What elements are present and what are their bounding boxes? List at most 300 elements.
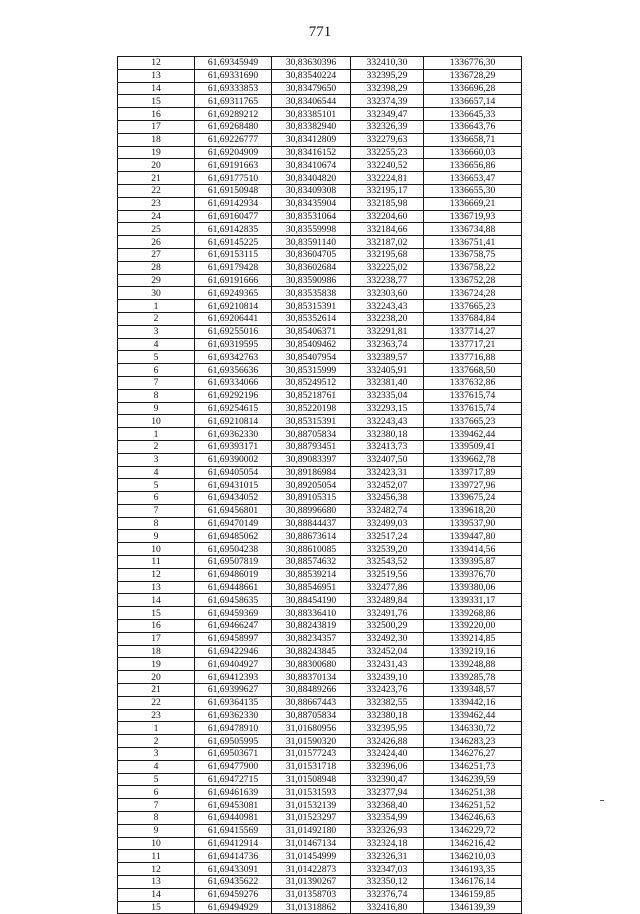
point-number-cell: 10 bbox=[118, 543, 195, 556]
longitude-cell: 30,89083397 bbox=[272, 453, 351, 466]
x-coordinate-cell: 332423,31 bbox=[351, 466, 424, 479]
point-number-cell: 14 bbox=[118, 888, 195, 901]
y-coordinate-cell: 1339395,87 bbox=[424, 556, 522, 569]
x-coordinate-cell: 332185,98 bbox=[351, 197, 424, 210]
x-coordinate-cell: 332452,07 bbox=[351, 479, 424, 492]
point-number-cell: 9 bbox=[118, 530, 195, 543]
x-coordinate-cell: 332382,55 bbox=[351, 696, 424, 709]
y-coordinate-cell: 1339414,56 bbox=[424, 543, 522, 556]
point-number-cell: 17 bbox=[118, 632, 195, 645]
y-coordinate-cell: 1336645,33 bbox=[424, 108, 522, 121]
y-coordinate-cell: 1336658,71 bbox=[424, 133, 522, 146]
x-coordinate-cell: 332279,63 bbox=[351, 133, 424, 146]
point-number-cell: 4 bbox=[118, 338, 195, 351]
x-coordinate-cell: 332240,52 bbox=[351, 159, 424, 172]
point-number-cell: 28 bbox=[118, 261, 195, 274]
point-number-cell: 7 bbox=[118, 799, 195, 812]
y-coordinate-cell: 1346216,42 bbox=[424, 837, 522, 850]
point-number-cell: 6 bbox=[118, 492, 195, 505]
latitude-cell: 61,69177510 bbox=[195, 172, 272, 185]
y-coordinate-cell: 1346283,23 bbox=[424, 735, 522, 748]
table-row bbox=[118, 300, 522, 313]
y-coordinate-cell: 1339331,17 bbox=[424, 594, 522, 607]
latitude-cell: 61,69472715 bbox=[195, 773, 272, 786]
point-number-cell: 20 bbox=[118, 159, 195, 172]
y-coordinate-cell: 1337665,23 bbox=[424, 300, 522, 313]
x-coordinate-cell: 332195,17 bbox=[351, 184, 424, 197]
table-row bbox=[118, 197, 522, 210]
longitude-cell: 30,88454190 bbox=[272, 594, 351, 607]
latitude-cell: 61,69345949 bbox=[195, 57, 272, 70]
y-coordinate-cell: 1336656,86 bbox=[424, 159, 522, 172]
table-row bbox=[118, 338, 522, 351]
latitude-cell: 61,69254615 bbox=[195, 402, 272, 415]
x-coordinate-cell: 332539,20 bbox=[351, 543, 424, 556]
table-row bbox=[118, 261, 522, 274]
latitude-cell: 61,69255016 bbox=[195, 325, 272, 338]
latitude-cell: 61,69206441 bbox=[195, 312, 272, 325]
y-coordinate-cell: 1339219,16 bbox=[424, 645, 522, 658]
coordinate-table bbox=[117, 56, 522, 914]
table-row bbox=[118, 504, 522, 517]
longitude-cell: 30,88610085 bbox=[272, 543, 351, 556]
latitude-cell: 61,69364135 bbox=[195, 696, 272, 709]
longitude-cell: 30,83602684 bbox=[272, 261, 351, 274]
latitude-cell: 61,69422946 bbox=[195, 645, 272, 658]
point-number-cell: 23 bbox=[118, 709, 195, 722]
point-number-cell: 18 bbox=[118, 133, 195, 146]
longitude-cell: 30,85315391 bbox=[272, 300, 351, 313]
latitude-cell: 61,69485062 bbox=[195, 530, 272, 543]
latitude-cell: 61,69412914 bbox=[195, 837, 272, 850]
table-row bbox=[118, 312, 522, 325]
y-coordinate-cell: 1336669,21 bbox=[424, 197, 522, 210]
y-coordinate-cell: 1339662,78 bbox=[424, 453, 522, 466]
longitude-cell: 30,88996680 bbox=[272, 504, 351, 517]
table-row bbox=[118, 607, 522, 620]
table-row bbox=[118, 517, 522, 530]
longitude-cell: 30,85249512 bbox=[272, 376, 351, 389]
point-number-cell: 6 bbox=[118, 364, 195, 377]
table-row bbox=[118, 402, 522, 415]
longitude-cell: 31,01390267 bbox=[272, 876, 351, 889]
y-coordinate-cell: 1336719,93 bbox=[424, 210, 522, 223]
table-row bbox=[118, 82, 522, 95]
y-coordinate-cell: 1346159,85 bbox=[424, 888, 522, 901]
longitude-cell: 30,83409308 bbox=[272, 184, 351, 197]
y-coordinate-cell: 1336724,28 bbox=[424, 287, 522, 300]
point-number-cell: 8 bbox=[118, 517, 195, 530]
longitude-cell: 31,01680956 bbox=[272, 722, 351, 735]
table-row bbox=[118, 453, 522, 466]
latitude-cell: 61,69342763 bbox=[195, 351, 272, 364]
latitude-cell: 61,69414736 bbox=[195, 850, 272, 863]
longitude-cell: 31,01492180 bbox=[272, 824, 351, 837]
longitude-cell: 31,01523297 bbox=[272, 812, 351, 825]
table-row bbox=[118, 837, 522, 850]
x-coordinate-cell: 332389,57 bbox=[351, 351, 424, 364]
point-number-cell: 11 bbox=[118, 850, 195, 863]
y-coordinate-cell: 1339348,57 bbox=[424, 684, 522, 697]
x-coordinate-cell: 332238,20 bbox=[351, 312, 424, 325]
x-coordinate-cell: 332500,29 bbox=[351, 620, 424, 633]
table-row bbox=[118, 479, 522, 492]
x-coordinate-cell: 332195,68 bbox=[351, 248, 424, 261]
longitude-cell: 31,01318862 bbox=[272, 901, 351, 914]
y-coordinate-cell: 1336643,76 bbox=[424, 120, 522, 133]
latitude-cell: 61,69153115 bbox=[195, 248, 272, 261]
table-row bbox=[118, 236, 522, 249]
y-coordinate-cell: 1339462,44 bbox=[424, 428, 522, 441]
y-coordinate-cell: 1339442,16 bbox=[424, 696, 522, 709]
point-number-cell: 18 bbox=[118, 645, 195, 658]
point-number-cell: 4 bbox=[118, 466, 195, 479]
point-number-cell: 21 bbox=[118, 172, 195, 185]
latitude-cell: 61,69399627 bbox=[195, 684, 272, 697]
y-coordinate-cell: 1336776,30 bbox=[424, 57, 522, 70]
latitude-cell: 61,69466247 bbox=[195, 620, 272, 633]
longitude-cell: 30,88793451 bbox=[272, 440, 351, 453]
table-row bbox=[118, 530, 522, 543]
y-coordinate-cell: 1337668,50 bbox=[424, 364, 522, 377]
x-coordinate-cell: 332395,29 bbox=[351, 69, 424, 82]
latitude-cell: 61,69362330 bbox=[195, 428, 272, 441]
x-coordinate-cell: 332423,76 bbox=[351, 684, 424, 697]
latitude-cell: 61,69448661 bbox=[195, 581, 272, 594]
latitude-cell: 61,69486019 bbox=[195, 568, 272, 581]
y-coordinate-cell: 1336758,75 bbox=[424, 248, 522, 261]
y-coordinate-cell: 1337615,74 bbox=[424, 389, 522, 402]
table-row bbox=[118, 735, 522, 748]
y-coordinate-cell: 1336728,29 bbox=[424, 69, 522, 82]
latitude-cell: 61,69249365 bbox=[195, 287, 272, 300]
table-row bbox=[118, 543, 522, 556]
table-row bbox=[118, 172, 522, 185]
y-coordinate-cell: 1337632,86 bbox=[424, 376, 522, 389]
longitude-cell: 30,83412809 bbox=[272, 133, 351, 146]
table-row bbox=[118, 709, 522, 722]
longitude-cell: 31,01531593 bbox=[272, 786, 351, 799]
latitude-cell: 61,69434052 bbox=[195, 492, 272, 505]
table-row bbox=[118, 466, 522, 479]
latitude-cell: 61,69415569 bbox=[195, 824, 272, 837]
point-number-cell: 14 bbox=[118, 594, 195, 607]
y-coordinate-cell: 1336696,28 bbox=[424, 82, 522, 95]
table-row bbox=[118, 722, 522, 735]
y-coordinate-cell: 1339618,20 bbox=[424, 504, 522, 517]
y-coordinate-cell: 1337714,27 bbox=[424, 325, 522, 338]
point-number-cell: 12 bbox=[118, 863, 195, 876]
x-coordinate-cell: 332416,80 bbox=[351, 901, 424, 914]
x-coordinate-cell: 332204,60 bbox=[351, 210, 424, 223]
latitude-cell: 61,69179428 bbox=[195, 261, 272, 274]
point-number-cell: 9 bbox=[118, 824, 195, 837]
longitude-cell: 30,85409462 bbox=[272, 338, 351, 351]
x-coordinate-cell: 332368,40 bbox=[351, 799, 424, 812]
point-number-cell: 1 bbox=[118, 428, 195, 441]
table-row bbox=[118, 492, 522, 505]
longitude-cell: 30,85315999 bbox=[272, 364, 351, 377]
longitude-cell: 30,88370134 bbox=[272, 671, 351, 684]
y-coordinate-cell: 1339447,80 bbox=[424, 530, 522, 543]
x-coordinate-cell: 332489,84 bbox=[351, 594, 424, 607]
point-number-cell: 6 bbox=[118, 786, 195, 799]
latitude-cell: 61,69142835 bbox=[195, 223, 272, 236]
x-coordinate-cell: 332380,18 bbox=[351, 709, 424, 722]
y-coordinate-cell: 1339268,86 bbox=[424, 607, 522, 620]
x-coordinate-cell: 332350,12 bbox=[351, 876, 424, 889]
y-coordinate-cell: 1339248,88 bbox=[424, 658, 522, 671]
latitude-cell: 61,69405054 bbox=[195, 466, 272, 479]
latitude-cell: 61,69458997 bbox=[195, 632, 272, 645]
point-number-cell: 11 bbox=[118, 556, 195, 569]
coordinate-table-container bbox=[117, 56, 522, 914]
point-number-cell: 2 bbox=[118, 735, 195, 748]
longitude-cell: 31,01454999 bbox=[272, 850, 351, 863]
table-row bbox=[118, 440, 522, 453]
table-row bbox=[118, 581, 522, 594]
latitude-cell: 61,69160477 bbox=[195, 210, 272, 223]
x-coordinate-cell: 332374,39 bbox=[351, 95, 424, 108]
x-coordinate-cell: 332407,50 bbox=[351, 453, 424, 466]
longitude-cell: 30,83591140 bbox=[272, 236, 351, 249]
x-coordinate-cell: 332499,03 bbox=[351, 517, 424, 530]
longitude-cell: 31,01422873 bbox=[272, 863, 351, 876]
point-number-cell: 19 bbox=[118, 146, 195, 159]
point-number-cell: 15 bbox=[118, 607, 195, 620]
latitude-cell: 61,69334066 bbox=[195, 376, 272, 389]
table-row bbox=[118, 632, 522, 645]
latitude-cell: 61,69412393 bbox=[195, 671, 272, 684]
x-coordinate-cell: 332326,31 bbox=[351, 850, 424, 863]
latitude-cell: 61,69393171 bbox=[195, 440, 272, 453]
y-coordinate-cell: 1339717,89 bbox=[424, 466, 522, 479]
longitude-cell: 30,88243845 bbox=[272, 645, 351, 658]
table-row bbox=[118, 812, 522, 825]
longitude-cell: 31,01358703 bbox=[272, 888, 351, 901]
x-coordinate-cell: 332243,43 bbox=[351, 300, 424, 313]
latitude-cell: 61,69505995 bbox=[195, 735, 272, 748]
longitude-cell: 30,83604705 bbox=[272, 248, 351, 261]
latitude-cell: 61,69319595 bbox=[195, 338, 272, 351]
y-coordinate-cell: 1336758,22 bbox=[424, 261, 522, 274]
y-coordinate-cell: 1346210,03 bbox=[424, 850, 522, 863]
point-number-cell: 23 bbox=[118, 197, 195, 210]
y-coordinate-cell: 1337615,74 bbox=[424, 402, 522, 415]
latitude-cell: 61,69142934 bbox=[195, 197, 272, 210]
latitude-cell: 61,69333853 bbox=[195, 82, 272, 95]
table-row bbox=[118, 120, 522, 133]
point-number-cell: 30 bbox=[118, 287, 195, 300]
longitude-cell: 30,83559998 bbox=[272, 223, 351, 236]
y-coordinate-cell: 1339285,78 bbox=[424, 671, 522, 684]
longitude-cell: 30,83382940 bbox=[272, 120, 351, 133]
point-number-cell: 21 bbox=[118, 684, 195, 697]
latitude-cell: 61,69150948 bbox=[195, 184, 272, 197]
point-number-cell: 5 bbox=[118, 351, 195, 364]
latitude-cell: 61,69204909 bbox=[195, 146, 272, 159]
latitude-cell: 61,69404927 bbox=[195, 658, 272, 671]
table-row bbox=[118, 850, 522, 863]
point-number-cell: 1 bbox=[118, 722, 195, 735]
latitude-cell: 61,69268480 bbox=[195, 120, 272, 133]
table-row bbox=[118, 760, 522, 773]
latitude-cell: 61,69331690 bbox=[195, 69, 272, 82]
x-coordinate-cell: 332452,04 bbox=[351, 645, 424, 658]
point-number-cell: 10 bbox=[118, 837, 195, 850]
y-coordinate-cell: 1339509,41 bbox=[424, 440, 522, 453]
longitude-cell: 30,88539214 bbox=[272, 568, 351, 581]
longitude-cell: 31,01532139 bbox=[272, 799, 351, 812]
x-coordinate-cell: 332413,73 bbox=[351, 440, 424, 453]
table-row bbox=[118, 389, 522, 402]
y-coordinate-cell: 1346330,72 bbox=[424, 722, 522, 735]
point-number-cell: 7 bbox=[118, 376, 195, 389]
table-row bbox=[118, 888, 522, 901]
table-row bbox=[118, 620, 522, 633]
x-coordinate-cell: 332396,06 bbox=[351, 760, 424, 773]
table-row bbox=[118, 594, 522, 607]
table-row bbox=[118, 133, 522, 146]
longitude-cell: 30,88546951 bbox=[272, 581, 351, 594]
longitude-cell: 31,01467134 bbox=[272, 837, 351, 850]
point-number-cell: 12 bbox=[118, 57, 195, 70]
table-row bbox=[118, 364, 522, 377]
y-coordinate-cell: 1346176,14 bbox=[424, 876, 522, 889]
table-row bbox=[118, 108, 522, 121]
point-number-cell: 9 bbox=[118, 402, 195, 415]
longitude-cell: 30,83535838 bbox=[272, 287, 351, 300]
longitude-cell: 30,88234357 bbox=[272, 632, 351, 645]
latitude-cell: 61,69470149 bbox=[195, 517, 272, 530]
table-row bbox=[118, 159, 522, 172]
point-number-cell: 12 bbox=[118, 568, 195, 581]
longitude-cell: 30,88844437 bbox=[272, 517, 351, 530]
x-coordinate-cell: 332456,38 bbox=[351, 492, 424, 505]
point-number-cell: 19 bbox=[118, 658, 195, 671]
table-row bbox=[118, 799, 522, 812]
y-coordinate-cell: 1339380,06 bbox=[424, 581, 522, 594]
longitude-cell: 30,85406371 bbox=[272, 325, 351, 338]
point-number-cell: 15 bbox=[118, 901, 195, 914]
table-row bbox=[118, 568, 522, 581]
latitude-cell: 61,69507819 bbox=[195, 556, 272, 569]
y-coordinate-cell: 1339462,44 bbox=[424, 709, 522, 722]
table-row bbox=[118, 210, 522, 223]
point-number-cell: 8 bbox=[118, 389, 195, 402]
table-row bbox=[118, 184, 522, 197]
table-row bbox=[118, 57, 522, 70]
table-row bbox=[118, 428, 522, 441]
longitude-cell: 30,85352614 bbox=[272, 312, 351, 325]
x-coordinate-cell: 332293,15 bbox=[351, 402, 424, 415]
latitude-cell: 61,69289212 bbox=[195, 108, 272, 121]
point-number-cell: 16 bbox=[118, 620, 195, 633]
y-coordinate-cell: 1336734,88 bbox=[424, 223, 522, 236]
longitude-cell: 30,89105315 bbox=[272, 492, 351, 505]
table-row bbox=[118, 876, 522, 889]
longitude-cell: 30,83590986 bbox=[272, 274, 351, 287]
x-coordinate-cell: 332395,95 bbox=[351, 722, 424, 735]
latitude-cell: 61,69453081 bbox=[195, 799, 272, 812]
y-coordinate-cell: 1339537,90 bbox=[424, 517, 522, 530]
point-number-cell: 20 bbox=[118, 671, 195, 684]
y-coordinate-cell: 1337716,88 bbox=[424, 351, 522, 364]
x-coordinate-cell: 332405,91 bbox=[351, 364, 424, 377]
latitude-cell: 61,69145225 bbox=[195, 236, 272, 249]
table-row bbox=[118, 69, 522, 82]
y-coordinate-cell: 1336657,14 bbox=[424, 95, 522, 108]
table-row bbox=[118, 696, 522, 709]
x-coordinate-cell: 332492,30 bbox=[351, 632, 424, 645]
table-row bbox=[118, 274, 522, 287]
x-coordinate-cell: 332543,52 bbox=[351, 556, 424, 569]
latitude-cell: 61,69292196 bbox=[195, 389, 272, 402]
y-coordinate-cell: 1337665,23 bbox=[424, 415, 522, 428]
point-number-cell: 10 bbox=[118, 415, 195, 428]
longitude-cell: 30,83435904 bbox=[272, 197, 351, 210]
point-number-cell: 22 bbox=[118, 696, 195, 709]
longitude-cell: 30,88574632 bbox=[272, 556, 351, 569]
table-row bbox=[118, 901, 522, 914]
x-coordinate-cell: 332380,18 bbox=[351, 428, 424, 441]
longitude-cell: 30,83410674 bbox=[272, 159, 351, 172]
x-coordinate-cell: 332439,10 bbox=[351, 671, 424, 684]
point-number-cell: 2 bbox=[118, 440, 195, 453]
x-coordinate-cell: 332363,74 bbox=[351, 338, 424, 351]
longitude-cell: 30,88489266 bbox=[272, 684, 351, 697]
point-number-cell: 22 bbox=[118, 184, 195, 197]
y-coordinate-cell: 1336751,41 bbox=[424, 236, 522, 249]
longitude-cell: 30,89205054 bbox=[272, 479, 351, 492]
x-coordinate-cell: 332491,76 bbox=[351, 607, 424, 620]
table-row bbox=[118, 786, 522, 799]
latitude-cell: 61,69431015 bbox=[195, 479, 272, 492]
point-number-cell: 7 bbox=[118, 504, 195, 517]
x-coordinate-cell: 332482,74 bbox=[351, 504, 424, 517]
table-row bbox=[118, 684, 522, 697]
latitude-cell: 61,69440981 bbox=[195, 812, 272, 825]
x-coordinate-cell: 332354,99 bbox=[351, 812, 424, 825]
x-coordinate-cell: 332326,93 bbox=[351, 824, 424, 837]
table-row bbox=[118, 376, 522, 389]
table-row bbox=[118, 773, 522, 786]
longitude-cell: 30,88673614 bbox=[272, 530, 351, 543]
x-coordinate-cell: 332224,81 bbox=[351, 172, 424, 185]
point-number-cell: 13 bbox=[118, 581, 195, 594]
y-coordinate-cell: 1337717,21 bbox=[424, 338, 522, 351]
x-coordinate-cell: 332335,04 bbox=[351, 389, 424, 402]
longitude-cell: 30,89186984 bbox=[272, 466, 351, 479]
latitude-cell: 61,69191663 bbox=[195, 159, 272, 172]
x-coordinate-cell: 332390,47 bbox=[351, 773, 424, 786]
longitude-cell: 30,83416152 bbox=[272, 146, 351, 159]
x-coordinate-cell: 332426,88 bbox=[351, 735, 424, 748]
longitude-cell: 31,01577243 bbox=[272, 748, 351, 761]
x-coordinate-cell: 332517,24 bbox=[351, 530, 424, 543]
y-coordinate-cell: 1339727,96 bbox=[424, 479, 522, 492]
x-coordinate-cell: 332187,02 bbox=[351, 236, 424, 249]
longitude-cell: 30,85218761 bbox=[272, 389, 351, 402]
y-coordinate-cell: 1346276,27 bbox=[424, 748, 522, 761]
x-coordinate-cell: 332324,18 bbox=[351, 837, 424, 850]
point-number-cell: 29 bbox=[118, 274, 195, 287]
longitude-cell: 30,85407954 bbox=[272, 351, 351, 364]
table-row bbox=[118, 671, 522, 684]
table-row bbox=[118, 248, 522, 261]
table-row bbox=[118, 863, 522, 876]
longitude-cell: 30,83531064 bbox=[272, 210, 351, 223]
